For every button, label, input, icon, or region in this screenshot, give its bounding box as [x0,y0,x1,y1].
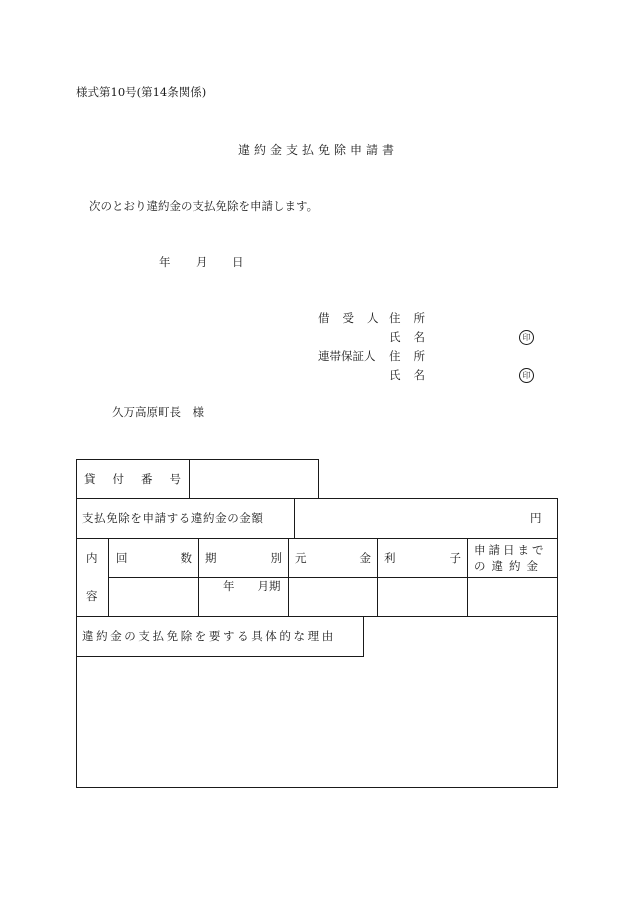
col-principal-char-2: 金 [359,551,371,565]
guarantor-name-label: 氏名 [389,368,438,382]
loan-number-char: 番 [141,472,153,486]
col-interest-header [384,551,461,565]
contents-label-bottom: 容 [86,589,98,603]
date-year-label: 年 [159,255,171,269]
loan-number-char: 付 [112,472,124,486]
col-principal-char-1: 元 [295,551,307,565]
intro-text: 次のとおり違約金の支払免除を申請します。 [89,199,319,213]
col-penalty-header-line2: の違約金 [474,559,544,573]
reason-field[interactable] [77,657,556,786]
loan-number-field[interactable] [190,460,317,498]
borrower-label: 借受人 [318,311,392,325]
interest-input-cell[interactable] [378,578,466,616]
guarantor-seal-mark: 印 [519,368,534,383]
principal-input-cell[interactable] [289,578,376,616]
col-principal-header [295,551,371,565]
form-number: 様式第10号(第14条関係) [76,85,207,99]
contents-label-top: 内 [86,551,98,565]
guarantor-address-label: 住所 [389,349,438,363]
exemption-amount-field[interactable] [296,499,521,537]
col-count-char-2: 数 [180,551,192,565]
period-units-label: 年 月期 [223,579,281,593]
document-title: 違約金支払免除申請書 [238,143,399,157]
penalty-input-cell[interactable] [468,578,556,616]
loan-number-label [84,472,181,486]
exemption-amount-label: 支払免除を申請する違約金の金額 [82,511,264,525]
loan-number-char: 号 [169,472,181,486]
date-month-label: 月 [196,255,208,269]
addressee: 久万高原町長 様 [112,405,204,419]
borrower-seal-mark: 印 [519,330,534,345]
col-period-header [205,551,282,565]
guarantor-label: 連帯保証人 [318,349,376,363]
count-input-cell[interactable] [109,578,197,616]
col-period-char-2: 別 [270,551,282,565]
col-count-char-1: 回 [116,551,128,565]
borrower-name-label: 氏名 [389,330,438,344]
col-penalty-header-line1: 申請日まで [474,543,547,557]
borrower-address-label: 住所 [389,311,438,325]
reason-label: 違約金の支払免除を要する具体的な理由 [82,629,336,643]
amount-unit-label: 円 [530,511,542,525]
loan-number-char: 貸 [84,472,96,486]
date-day-label: 日 [232,255,244,269]
col-period-char-1: 期 [205,551,217,565]
col-interest-char-2: 子 [449,551,461,565]
col-interest-char-1: 利 [384,551,396,565]
col-count-header [116,551,192,565]
